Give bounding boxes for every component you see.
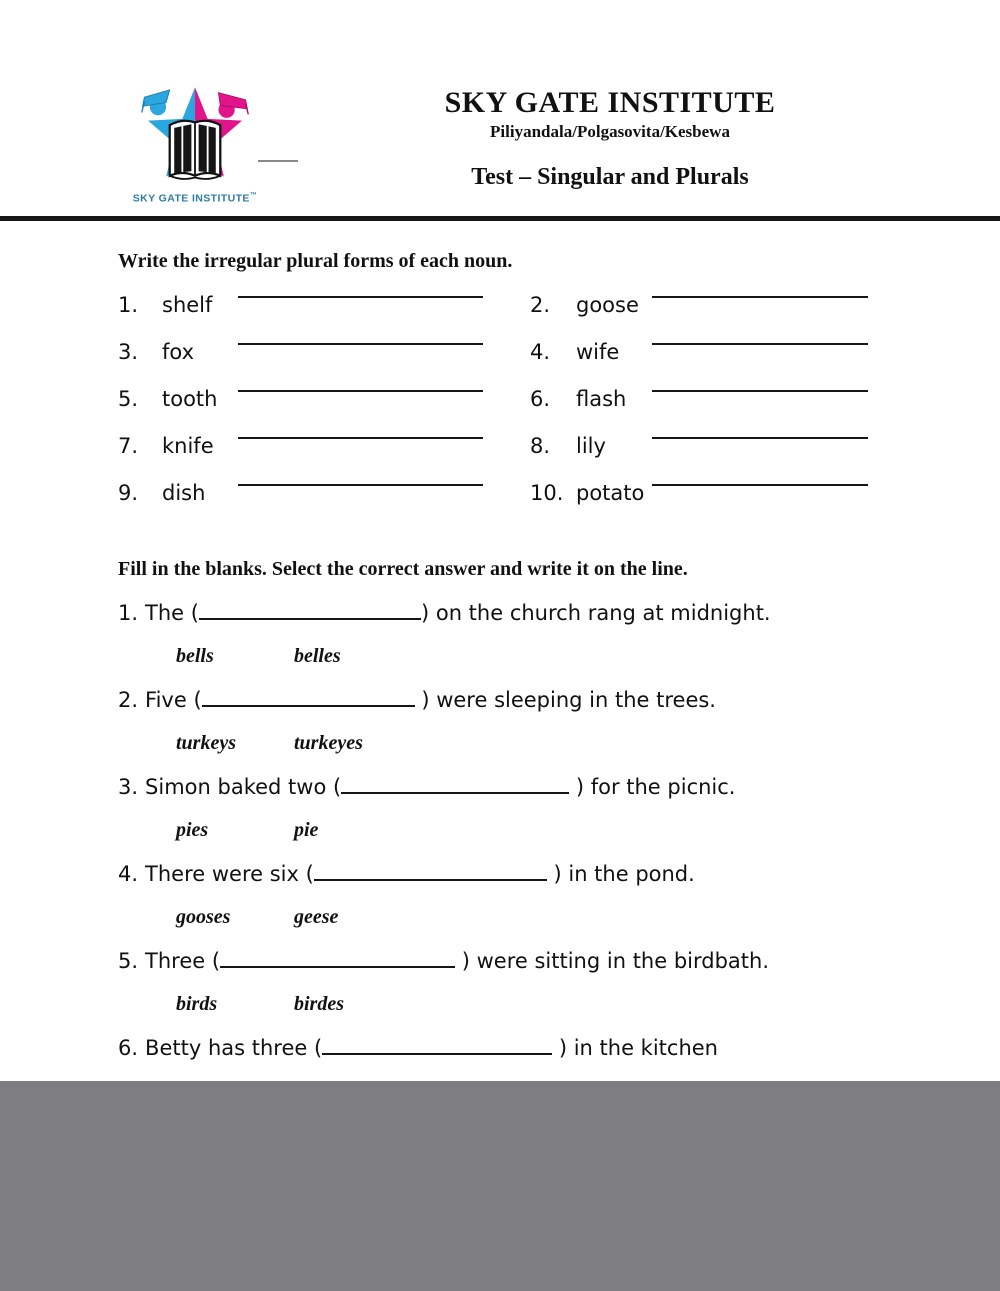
list-item: [118, 292, 530, 318]
answer-blank[interactable]: [220, 962, 455, 968]
option-word: bells: [176, 645, 214, 667]
logo-caption-text: SKY GATE INSTITUTE: [132, 192, 250, 205]
header: [220, 86, 1000, 191]
trademark-symbol: ™: [249, 192, 258, 199]
list-item: [530, 433, 908, 459]
option-word: gooses: [176, 906, 231, 928]
question-sentence: [118, 859, 938, 889]
question-prefix: There were six (: [145, 862, 314, 886]
question-number: 2.: [118, 688, 139, 712]
answer-blank[interactable]: [652, 339, 868, 345]
question-prefix: Betty has three (: [145, 1036, 323, 1060]
question-prefix: The (: [145, 601, 199, 625]
question-sentence: [118, 598, 938, 628]
option-row: [118, 992, 938, 1016]
option-word: turkeyes: [294, 732, 363, 754]
list-row: [118, 386, 908, 412]
item-number: 3.: [118, 340, 139, 364]
question-number: 3.: [118, 775, 139, 799]
answer-blank[interactable]: [652, 480, 868, 486]
institute-branches: Piliyandala/Polgasovita/Kesbewa: [490, 122, 730, 141]
item-number: 1.: [118, 293, 139, 317]
answer-blank[interactable]: [238, 339, 483, 345]
answer-blank[interactable]: [652, 386, 868, 392]
option-row: [118, 905, 938, 929]
item-word: dish: [162, 481, 206, 505]
answer-blank[interactable]: [238, 480, 483, 486]
option-word: pie: [294, 819, 319, 841]
answer-blank[interactable]: [322, 1049, 552, 1055]
list-item: [530, 480, 908, 506]
question-suffix: ) were sleeping in the trees.: [414, 688, 716, 712]
option-word: turkeys: [176, 732, 236, 754]
item-word: knife: [162, 434, 214, 458]
list-item: [118, 386, 530, 412]
question-prefix: Simon baked two (: [145, 775, 342, 799]
item-word: shelf: [162, 293, 213, 317]
list-row: [118, 292, 908, 318]
question-number: 4.: [118, 862, 139, 886]
section-a-rows: [118, 292, 908, 506]
option-word: geese: [294, 906, 339, 928]
item-number: 9.: [118, 481, 139, 505]
question-sentence: [118, 685, 938, 715]
list-item: [530, 386, 908, 412]
section-fill-blanks: [118, 557, 938, 1063]
answer-blank[interactable]: [652, 433, 868, 439]
logo-caption: [120, 192, 270, 205]
question-number: 6.: [118, 1036, 139, 1060]
question-suffix: ) for the picnic.: [569, 775, 736, 799]
answer-blank[interactable]: [341, 788, 569, 794]
list-item: [118, 433, 530, 459]
list-item: [530, 292, 908, 318]
question-prefix: Five (: [145, 688, 202, 712]
answer-blank[interactable]: [314, 875, 547, 881]
option-word: birdes: [294, 993, 344, 1015]
section-b-heading: Fill in the blanks. Select the correct answer and write it on the line.: [118, 558, 688, 580]
question-sentence: [118, 772, 938, 802]
item-word: lily: [576, 434, 606, 458]
list-row: [118, 433, 908, 459]
institute-name: SKY GATE INSTITUTE: [444, 86, 776, 119]
option-word: birds: [176, 993, 218, 1015]
item-number: 2.: [530, 293, 551, 317]
test-title: Test – Singular and Plurals: [471, 164, 749, 190]
question-prefix: Three (: [145, 949, 221, 973]
list-item: [530, 339, 908, 365]
option-word: pies: [176, 819, 209, 841]
question-sentence: [118, 946, 938, 976]
option-row: [118, 818, 938, 842]
option-word: belles: [294, 645, 341, 667]
answer-blank[interactable]: [238, 292, 483, 298]
question-number: 5.: [118, 949, 139, 973]
item-word: flash: [576, 387, 627, 411]
list-row: [118, 480, 908, 506]
question-suffix: ) in the pond.: [546, 862, 695, 886]
answer-blank[interactable]: [202, 701, 415, 707]
item-word: potato: [576, 481, 645, 505]
list-row: [118, 339, 908, 365]
item-number: 4.: [530, 340, 551, 364]
answer-blank[interactable]: [238, 433, 483, 439]
item-number: 5.: [118, 387, 139, 411]
gray-footer-overlay: [0, 1081, 1000, 1291]
question-number: 1.: [118, 601, 139, 625]
question-sentence: [118, 1033, 938, 1063]
header-divider-rule: [0, 216, 1000, 221]
item-word: goose: [576, 293, 639, 317]
item-number: 7.: [118, 434, 139, 458]
item-word: wife: [576, 340, 620, 364]
answer-blank[interactable]: [652, 292, 868, 298]
answer-blank[interactable]: [238, 386, 483, 392]
option-row: [118, 731, 938, 755]
item-number: 6.: [530, 387, 551, 411]
item-number: 10.: [530, 481, 564, 505]
answer-blank[interactable]: [199, 614, 421, 620]
item-number: 8.: [530, 434, 551, 458]
question-suffix: ) on the church rang at midnight.: [420, 601, 771, 625]
list-item: [118, 339, 530, 365]
question-suffix: ) in the kitchen: [552, 1036, 718, 1060]
question-suffix: ) were sitting in the birdbath.: [455, 949, 770, 973]
option-row: [118, 644, 938, 668]
item-word: tooth: [162, 387, 218, 411]
item-word: fox: [162, 340, 195, 364]
section-irregular-plurals: [118, 249, 908, 527]
list-item: [118, 480, 530, 506]
section-a-heading: Write the irregular plural forms of each noun.: [118, 250, 513, 272]
